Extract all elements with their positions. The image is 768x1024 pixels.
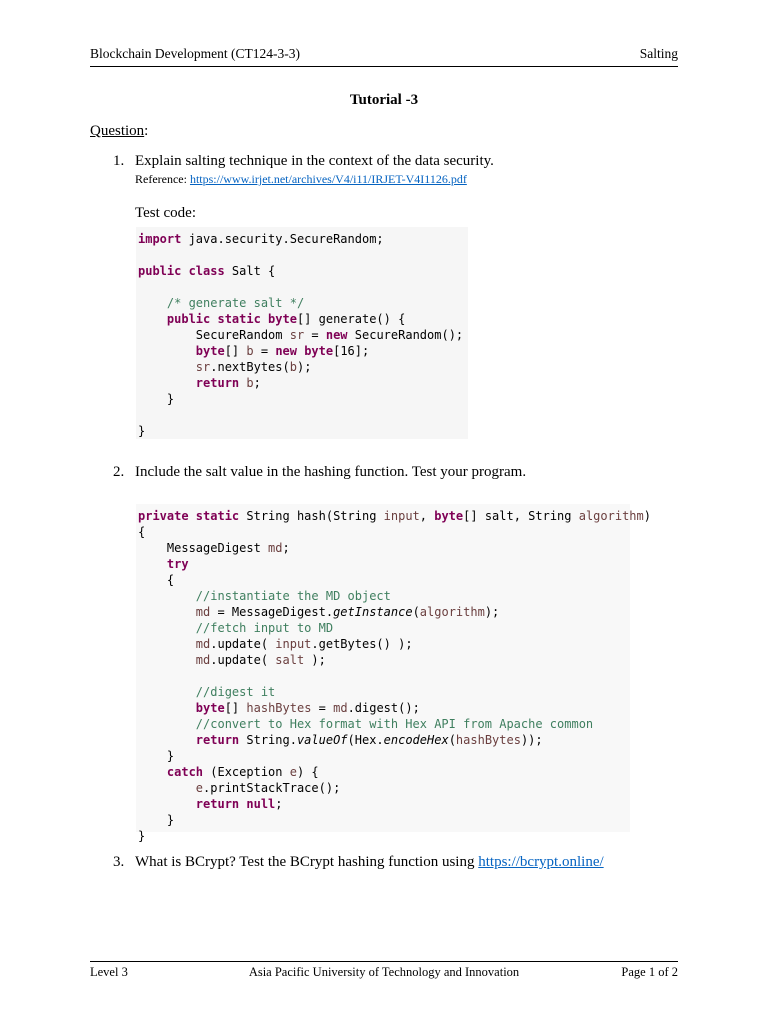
code-token [138, 701, 196, 715]
code-line [138, 231, 384, 247]
page-footer [90, 961, 678, 984]
code-token: md [195, 637, 211, 651]
code-line [138, 828, 145, 844]
code-token: //convert to Hex format with Hex API from Apache common [195, 717, 594, 731]
code-token: b [246, 344, 254, 358]
code-token: getInstance [333, 605, 413, 619]
code-token [138, 653, 196, 667]
code-token: md [268, 541, 283, 555]
code-token: java.security.SecureRandom; [181, 232, 384, 246]
code-token: .nextBytes( [210, 360, 290, 374]
code-line [138, 540, 290, 556]
code-token [138, 685, 196, 699]
code-token: input [275, 637, 312, 651]
code-token: } [138, 749, 175, 763]
code-token: Salt { [224, 264, 276, 278]
code-token: return [195, 733, 240, 747]
code-token: )); [520, 733, 543, 747]
code-token: byte [195, 344, 225, 358]
code-token: try [166, 557, 189, 571]
question-heading [90, 123, 148, 140]
code-token: //instantiate the MD object [195, 589, 391, 603]
code-token: md [195, 605, 211, 619]
code-line [138, 572, 174, 588]
code-token: (Exception [203, 765, 290, 779]
code-token: public class [138, 264, 225, 278]
code-block-hash [136, 504, 651, 843]
code-token [138, 765, 167, 779]
code-line [138, 588, 391, 604]
code-token [138, 605, 196, 619]
code-token [138, 296, 167, 310]
code-line [138, 732, 543, 748]
page-header [90, 44, 678, 67]
code-token: hashBytes [455, 733, 521, 747]
code-token: = [311, 701, 334, 715]
code-token [138, 557, 167, 571]
code-token: .update( [210, 637, 276, 651]
item-3-question: What is BCrypt? Test the BCrypt hashing function using [135, 854, 479, 870]
code-token: b [246, 376, 254, 390]
item-3-number: 3. [113, 854, 125, 870]
code-line [138, 375, 261, 391]
code-token: { [138, 573, 175, 587]
code-token: ) [643, 509, 651, 523]
bcrypt-link[interactable]: https://bcrypt.online/ [478, 854, 604, 870]
code-token: [] salt, String [463, 509, 579, 523]
code-token: hashBytes [246, 701, 312, 715]
code-token: ) { [296, 765, 319, 779]
item-2-number: 2. [113, 464, 125, 480]
code-line [138, 796, 283, 812]
item-1-number: 1. [113, 153, 125, 169]
code-token: ( [412, 605, 420, 619]
code-token [138, 797, 196, 811]
code-line [138, 684, 275, 700]
code-token: } [138, 813, 175, 827]
reference-link[interactable]: https://www.irjet.net/archives/V4/i11/IRJET-V4I1126.pdf [189, 172, 467, 186]
code-token: .update( [210, 653, 276, 667]
code-line [138, 391, 174, 407]
code-token: ); [304, 653, 326, 667]
code-token: salt [275, 653, 305, 667]
code-token [138, 376, 196, 390]
code-token: catch [166, 765, 204, 779]
code-line [138, 423, 145, 439]
code-token: //digest it [195, 685, 276, 699]
code-token: } [138, 829, 146, 843]
code-token: SecureRandom(); [347, 328, 464, 342]
item-2-text: Include the salt value in the hashing function. Test your program. [135, 464, 527, 480]
tutorial-title: Tutorial -3 [349, 92, 419, 108]
code-token: md [333, 701, 348, 715]
footer-level: Level 3 [90, 965, 128, 979]
code-token: , [419, 509, 435, 523]
code-token: } [138, 392, 175, 406]
code-token: new [325, 328, 348, 342]
code-line [138, 700, 420, 716]
code-line [138, 359, 311, 375]
code-line [138, 311, 405, 327]
reference-line [135, 172, 467, 187]
code-line [138, 620, 333, 636]
code-token: ( [448, 733, 456, 747]
code-token [138, 781, 196, 795]
code-line [138, 812, 174, 828]
code-token: ; [275, 797, 283, 811]
test-code-label: Test code: [135, 205, 197, 221]
code-token: ); [296, 360, 312, 374]
code-token: return [195, 376, 240, 390]
code-token: = MessageDigest. [210, 605, 334, 619]
code-line [138, 295, 304, 311]
code-line [138, 508, 651, 524]
code-token: /* generate salt */ [166, 296, 305, 310]
code-line [138, 764, 319, 780]
code-token: String hash(String [239, 509, 384, 523]
code-token: encodeHex [383, 733, 449, 747]
item-3-text [135, 854, 604, 871]
code-line [138, 524, 145, 540]
code-token [138, 589, 196, 603]
code-line [138, 636, 413, 652]
code-token: valueOf [296, 733, 348, 747]
code-token: byte [434, 509, 464, 523]
code-token: byte [195, 701, 225, 715]
code-line [138, 716, 593, 732]
code-token: .digest(); [347, 701, 420, 715]
code-token: //fetch input to MD [195, 621, 334, 635]
code-token: .printStackTrace(); [203, 781, 341, 795]
item-1-text: Explain salting technique in the context of the data security. [135, 153, 494, 169]
code-token: new byte [275, 344, 334, 358]
footer-page-number: Page 1 of 2 [621, 965, 678, 979]
reference-label: Reference: [135, 172, 190, 186]
code-token: ); [484, 605, 500, 619]
code-line [138, 652, 326, 668]
code-token: algorithm [419, 605, 485, 619]
code-line [138, 556, 189, 572]
code-token: md [195, 653, 211, 667]
code-token [138, 621, 196, 635]
code-token: [] generate() { [296, 312, 406, 326]
code-line [138, 343, 369, 359]
footer-university: Asia Pacific University of Technology and Innovation [248, 965, 520, 979]
code-token: return null [195, 797, 276, 811]
code-token: { [138, 525, 146, 539]
code-token: input [383, 509, 420, 523]
code-line [138, 780, 340, 796]
code-token: = [304, 328, 326, 342]
code-token [138, 344, 196, 358]
code-token: MessageDigest [138, 541, 269, 555]
code-token: algorithm [578, 509, 644, 523]
code-token [138, 733, 196, 747]
code-line [138, 604, 499, 620]
code-token: SecureRandom [138, 328, 290, 342]
code-block-salt [136, 227, 468, 439]
section-topic: Salting [639, 46, 678, 61]
code-token: [16]; [333, 344, 370, 358]
course-title: Blockchain Development (CT124-3-3) [90, 46, 300, 61]
code-token: private static [138, 509, 240, 523]
code-token: sr [195, 360, 211, 374]
code-token: e [195, 781, 204, 795]
code-token: } [138, 424, 146, 438]
code-token: = [253, 344, 276, 358]
code-token: String. [239, 733, 297, 747]
code-line [138, 748, 174, 764]
code-token [138, 360, 196, 374]
question-colon: : [144, 123, 149, 139]
code-line [138, 327, 463, 343]
code-token: import [138, 232, 182, 246]
code-token [138, 717, 196, 731]
question-label: Question [90, 123, 145, 139]
code-token: e [289, 765, 297, 779]
code-token: ; [253, 376, 261, 390]
code-line [138, 263, 275, 279]
code-token: ; [282, 541, 290, 555]
code-token: [] [224, 701, 247, 715]
code-token [138, 637, 196, 651]
code-token: .getBytes() ); [311, 637, 413, 651]
code-token: (Hex. [347, 733, 384, 747]
code-token: b [289, 360, 297, 374]
code-token: public static byte [166, 312, 297, 326]
code-token [138, 312, 167, 326]
code-token: sr [289, 328, 305, 342]
code-token: [] [224, 344, 247, 358]
